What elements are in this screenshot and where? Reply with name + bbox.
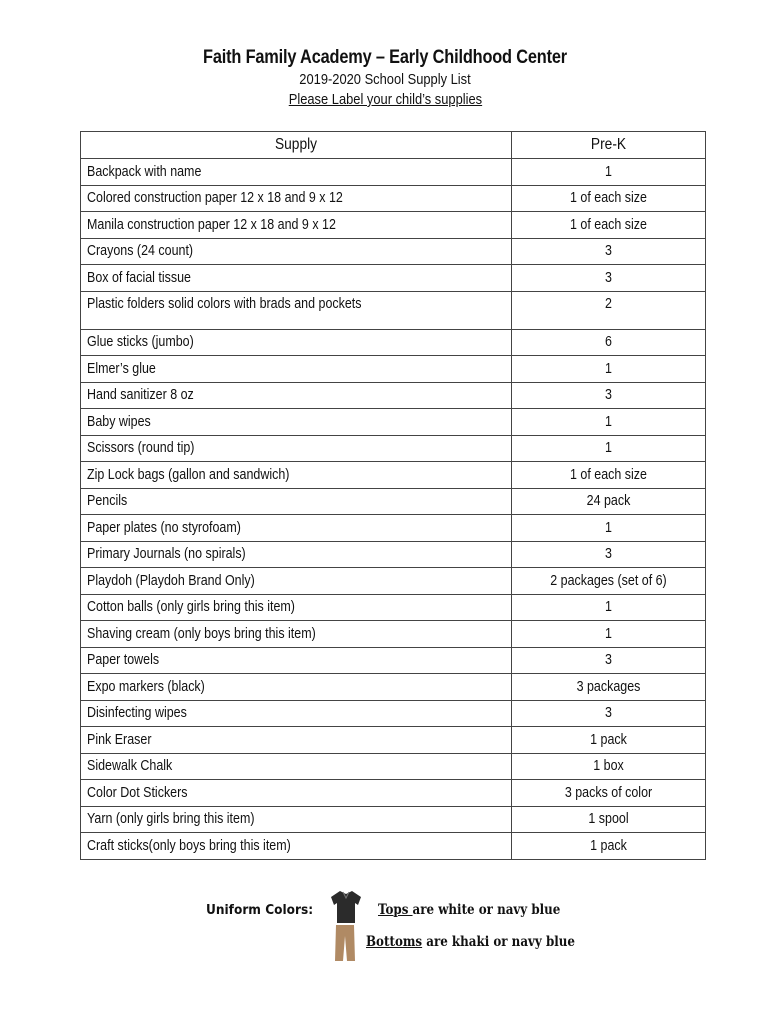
prek-quantity-cell: 24 pack (512, 488, 706, 515)
supply-item-cell: Pencils (81, 488, 512, 515)
supply-item-cell: Yarn (only girls bring this item) (81, 806, 512, 833)
table-row (81, 568, 706, 595)
bottoms-note (366, 934, 575, 950)
supply-item-cell: Glue sticks (jumbo) (81, 329, 512, 356)
prek-quantity-cell: 1 (512, 621, 706, 648)
page-subtitle: 2019-2020 School Supply List (299, 71, 471, 88)
supply-item-cell: Elmer’s glue (81, 356, 512, 383)
table-row (81, 265, 706, 292)
prek-quantity-cell: 1 pack (512, 833, 706, 860)
prek-quantity-cell: 1 spool (512, 806, 706, 833)
supply-item-cell: Shaving cream (only boys bring this item) (81, 621, 512, 648)
prek-quantity-cell: 1 of each size (512, 185, 706, 212)
table-row (81, 462, 706, 489)
table-row (81, 329, 706, 356)
table-row (81, 700, 706, 727)
supply-item-cell: Color Dot Stickers (81, 780, 512, 807)
prek-quantity-cell: 1 (512, 594, 706, 621)
supply-item-cell: Cotton balls (only girls bring this item) (81, 594, 512, 621)
uniform-section (0, 888, 770, 968)
tops-word: Tops (378, 902, 413, 918)
table-row (81, 727, 706, 754)
tops-note (378, 902, 560, 918)
supply-item-cell: Plastic folders solid colors with brads and pockets (81, 291, 512, 329)
supply-item-cell: Colored construction paper 12 x 18 and 9 x 12 (81, 185, 512, 212)
bottoms-text: are khaki or navy blue (422, 934, 575, 950)
table-row (81, 238, 706, 265)
prek-quantity-cell: 1 (512, 159, 706, 186)
table-header-row (81, 132, 706, 159)
supply-item-cell: Expo markers (black) (81, 674, 512, 701)
supply-item-cell: Box of facial tissue (81, 265, 512, 292)
tops-text: are white or navy blue (412, 902, 561, 918)
supply-item-cell: Hand sanitizer 8 oz (81, 382, 512, 409)
column-header-supply: Supply (81, 132, 512, 159)
prek-quantity-cell: 3 (512, 541, 706, 568)
table-row (81, 409, 706, 436)
supply-item-cell: Playdoh (Playdoh Brand Only) (81, 568, 512, 595)
bottoms-word: Bottoms (366, 934, 423, 950)
prek-quantity-cell: 3 packs of color (512, 780, 706, 807)
table-row (81, 806, 706, 833)
table-row (81, 833, 706, 860)
prek-quantity-cell: 3 packages (512, 674, 706, 701)
table-row (81, 488, 706, 515)
shirt-icon (330, 890, 362, 924)
prek-quantity-cell: 3 (512, 265, 706, 292)
prek-quantity-cell: 1 (512, 515, 706, 542)
supply-item-cell: Manila construction paper 12 x 18 and 9 x 12 (81, 212, 512, 239)
pants-icon (334, 924, 356, 962)
prek-quantity-cell: 1 pack (512, 727, 706, 754)
supply-item-cell: Zip Lock bags (gallon and sandwich) (81, 462, 512, 489)
prek-quantity-cell: 3 (512, 700, 706, 727)
prek-quantity-cell: 6 (512, 329, 706, 356)
prek-quantity-cell: 1 (512, 409, 706, 436)
table-row (81, 159, 706, 186)
supply-item-cell: Scissors (round tip) (81, 435, 512, 462)
table-row (81, 435, 706, 462)
table-row (81, 185, 706, 212)
prek-quantity-cell: 1 (512, 356, 706, 383)
table-row (81, 594, 706, 621)
table-row (81, 621, 706, 648)
prek-quantity-cell: 1 (512, 435, 706, 462)
table-row (81, 753, 706, 780)
prek-quantity-cell: 3 (512, 382, 706, 409)
table-row (81, 780, 706, 807)
prek-quantity-cell: 1 box (512, 753, 706, 780)
supply-table (80, 131, 706, 860)
prek-quantity-cell: 3 (512, 647, 706, 674)
document-header (0, 46, 770, 110)
table-row (81, 356, 706, 383)
table-row (81, 647, 706, 674)
table-row (81, 212, 706, 239)
page-title: Faith Family Academy – Early Childhood Center (203, 47, 567, 68)
prek-quantity-cell: 3 (512, 238, 706, 265)
prek-quantity-cell: 2 packages (set of 6) (512, 568, 706, 595)
table-row (81, 382, 706, 409)
supply-item-cell: Disinfecting wipes (81, 700, 512, 727)
supply-item-cell: Paper plates (no styrofoam) (81, 515, 512, 542)
uniform-label: Uniform Colors: (206, 902, 314, 918)
prek-quantity-cell: 1 of each size (512, 212, 706, 239)
supply-item-cell: Sidewalk Chalk (81, 753, 512, 780)
supply-item-cell: Crayons (24 count) (81, 238, 512, 265)
prek-quantity-cell: 1 of each size (512, 462, 706, 489)
table-row (81, 291, 706, 329)
prek-quantity-cell: 2 (512, 291, 706, 329)
table-row (81, 515, 706, 542)
table-row (81, 541, 706, 568)
column-header-prek: Pre-K (512, 132, 706, 159)
supply-item-cell: Primary Journals (no spirals) (81, 541, 512, 568)
supply-item-cell: Baby wipes (81, 409, 512, 436)
supply-item-cell: Pink Eraser (81, 727, 512, 754)
supply-item-cell: Paper towels (81, 647, 512, 674)
supply-item-cell: Backpack with name (81, 159, 512, 186)
supply-item-cell: Craft sticks(only boys bring this item) (81, 833, 512, 860)
table-row (81, 674, 706, 701)
label-instruction: Please Label your child’s supplies (288, 91, 482, 108)
